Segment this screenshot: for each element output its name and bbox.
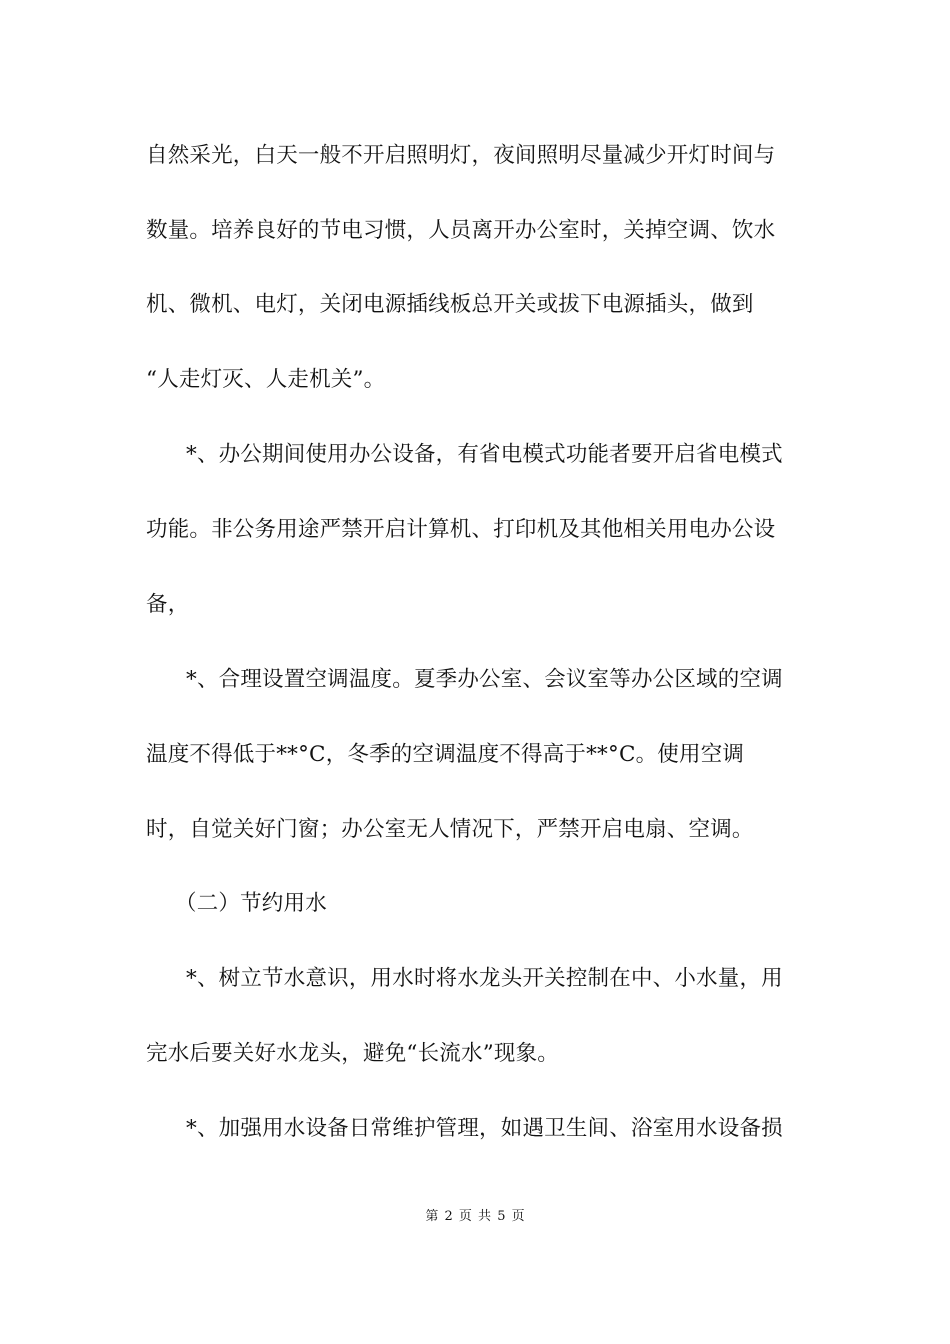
body-text-line: 自然采光，白天一般不开启照明灯，夜间照明尽量减少开灯时间与 — [146, 143, 776, 168]
page-footer — [0, 1208, 950, 1226]
body-text-line: *、树立节水意识，用水时将水龙头开关控制在中、小水量，用 — [186, 966, 783, 991]
body-text-line: *、加强用水设备日常维护管理，如遇卫生间、浴室用水设备损 — [186, 1116, 783, 1141]
body-text-line: 机、微机、电灯，关闭电源插线板总开关或拔下电源插头，做到 — [146, 292, 754, 317]
page-number-label: 第 2 页 共 5 页 — [425, 1209, 525, 1224]
body-text-line: 温度不得低于**°C，冬季的空调温度不得高于**°C。使用空调 — [146, 742, 745, 767]
body-text-line: *、办公期间使用办公设备，有省电模式功能者要开启省电模式 — [186, 442, 783, 467]
body-text-line: 时，自觉关好门窗；办公室无人情况下，严禁开启电扇、空调。 — [146, 817, 754, 842]
body-text-line: 功能。非公务用途严禁开启计算机、打印机及其他相关用电办公设 — [146, 517, 776, 542]
body-text-line: 备， — [146, 592, 190, 617]
body-text-line: 数量。培养良好的节电习惯，人员离开办公室时，关掉空调、饮水 — [146, 218, 776, 243]
body-text-line: 完水后要关好水龙头，避免“长流水”现象。 — [146, 1041, 559, 1066]
body-text-line: *、合理设置空调温度。夏季办公室、会议室等办公区域的空调 — [186, 667, 783, 692]
section-heading: （二）节约用水 — [175, 891, 327, 916]
body-text-line: “人走灯灭、人走机关”。 — [146, 367, 386, 392]
